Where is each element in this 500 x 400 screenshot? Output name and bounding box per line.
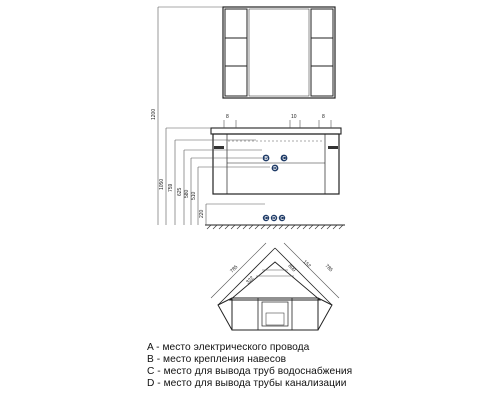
dim-plan-inner-left: 322: [245, 275, 256, 286]
legend-item-d: D - место для вывода трубы канализации: [147, 378, 347, 389]
dim-mirror-shelf: 8: [322, 114, 325, 120]
vanity-cabinet: [211, 128, 341, 194]
dim-level-5: 510: [191, 191, 197, 200]
dim-plan-top: 800: [286, 263, 297, 274]
mirror-cabinet: [223, 7, 335, 98]
svg-text:D: D: [273, 165, 277, 172]
dim-plan-left: 785: [229, 264, 240, 275]
floor-markers: [263, 215, 285, 222]
legend-item-a: A - место электрического провода: [147, 342, 310, 353]
dim-cabinet-top-left: 8: [226, 114, 229, 120]
dim-level-3: 625: [177, 187, 183, 196]
dim-plan-inner-right: 152: [301, 259, 312, 270]
height-dimensions: [151, 7, 270, 225]
dim-total-height: 1200: [151, 108, 157, 120]
svg-text:C: C: [280, 215, 285, 222]
svg-text:B: B: [264, 155, 269, 162]
legend-item-c: C - место для вывода труб водоснабжения: [147, 366, 353, 377]
dim-level-4: 580: [184, 189, 190, 198]
legend-item-b: B - место крепления навесов: [147, 354, 287, 365]
svg-text:D: D: [272, 215, 276, 222]
cabinet-top-dimensions: [224, 114, 331, 128]
svg-text:C: C: [264, 215, 269, 222]
dim-level-1: 1050: [159, 178, 165, 190]
floor: [205, 225, 345, 229]
svg-text:C: C: [282, 155, 287, 162]
dim-plan-right: 785: [323, 263, 334, 274]
dim-cabinet-top-center: 10: [291, 114, 297, 120]
dim-level-2: 759: [168, 183, 174, 192]
plan-view: [211, 243, 339, 330]
legend: [147, 342, 487, 390]
dim-level-6: 220: [199, 209, 205, 218]
